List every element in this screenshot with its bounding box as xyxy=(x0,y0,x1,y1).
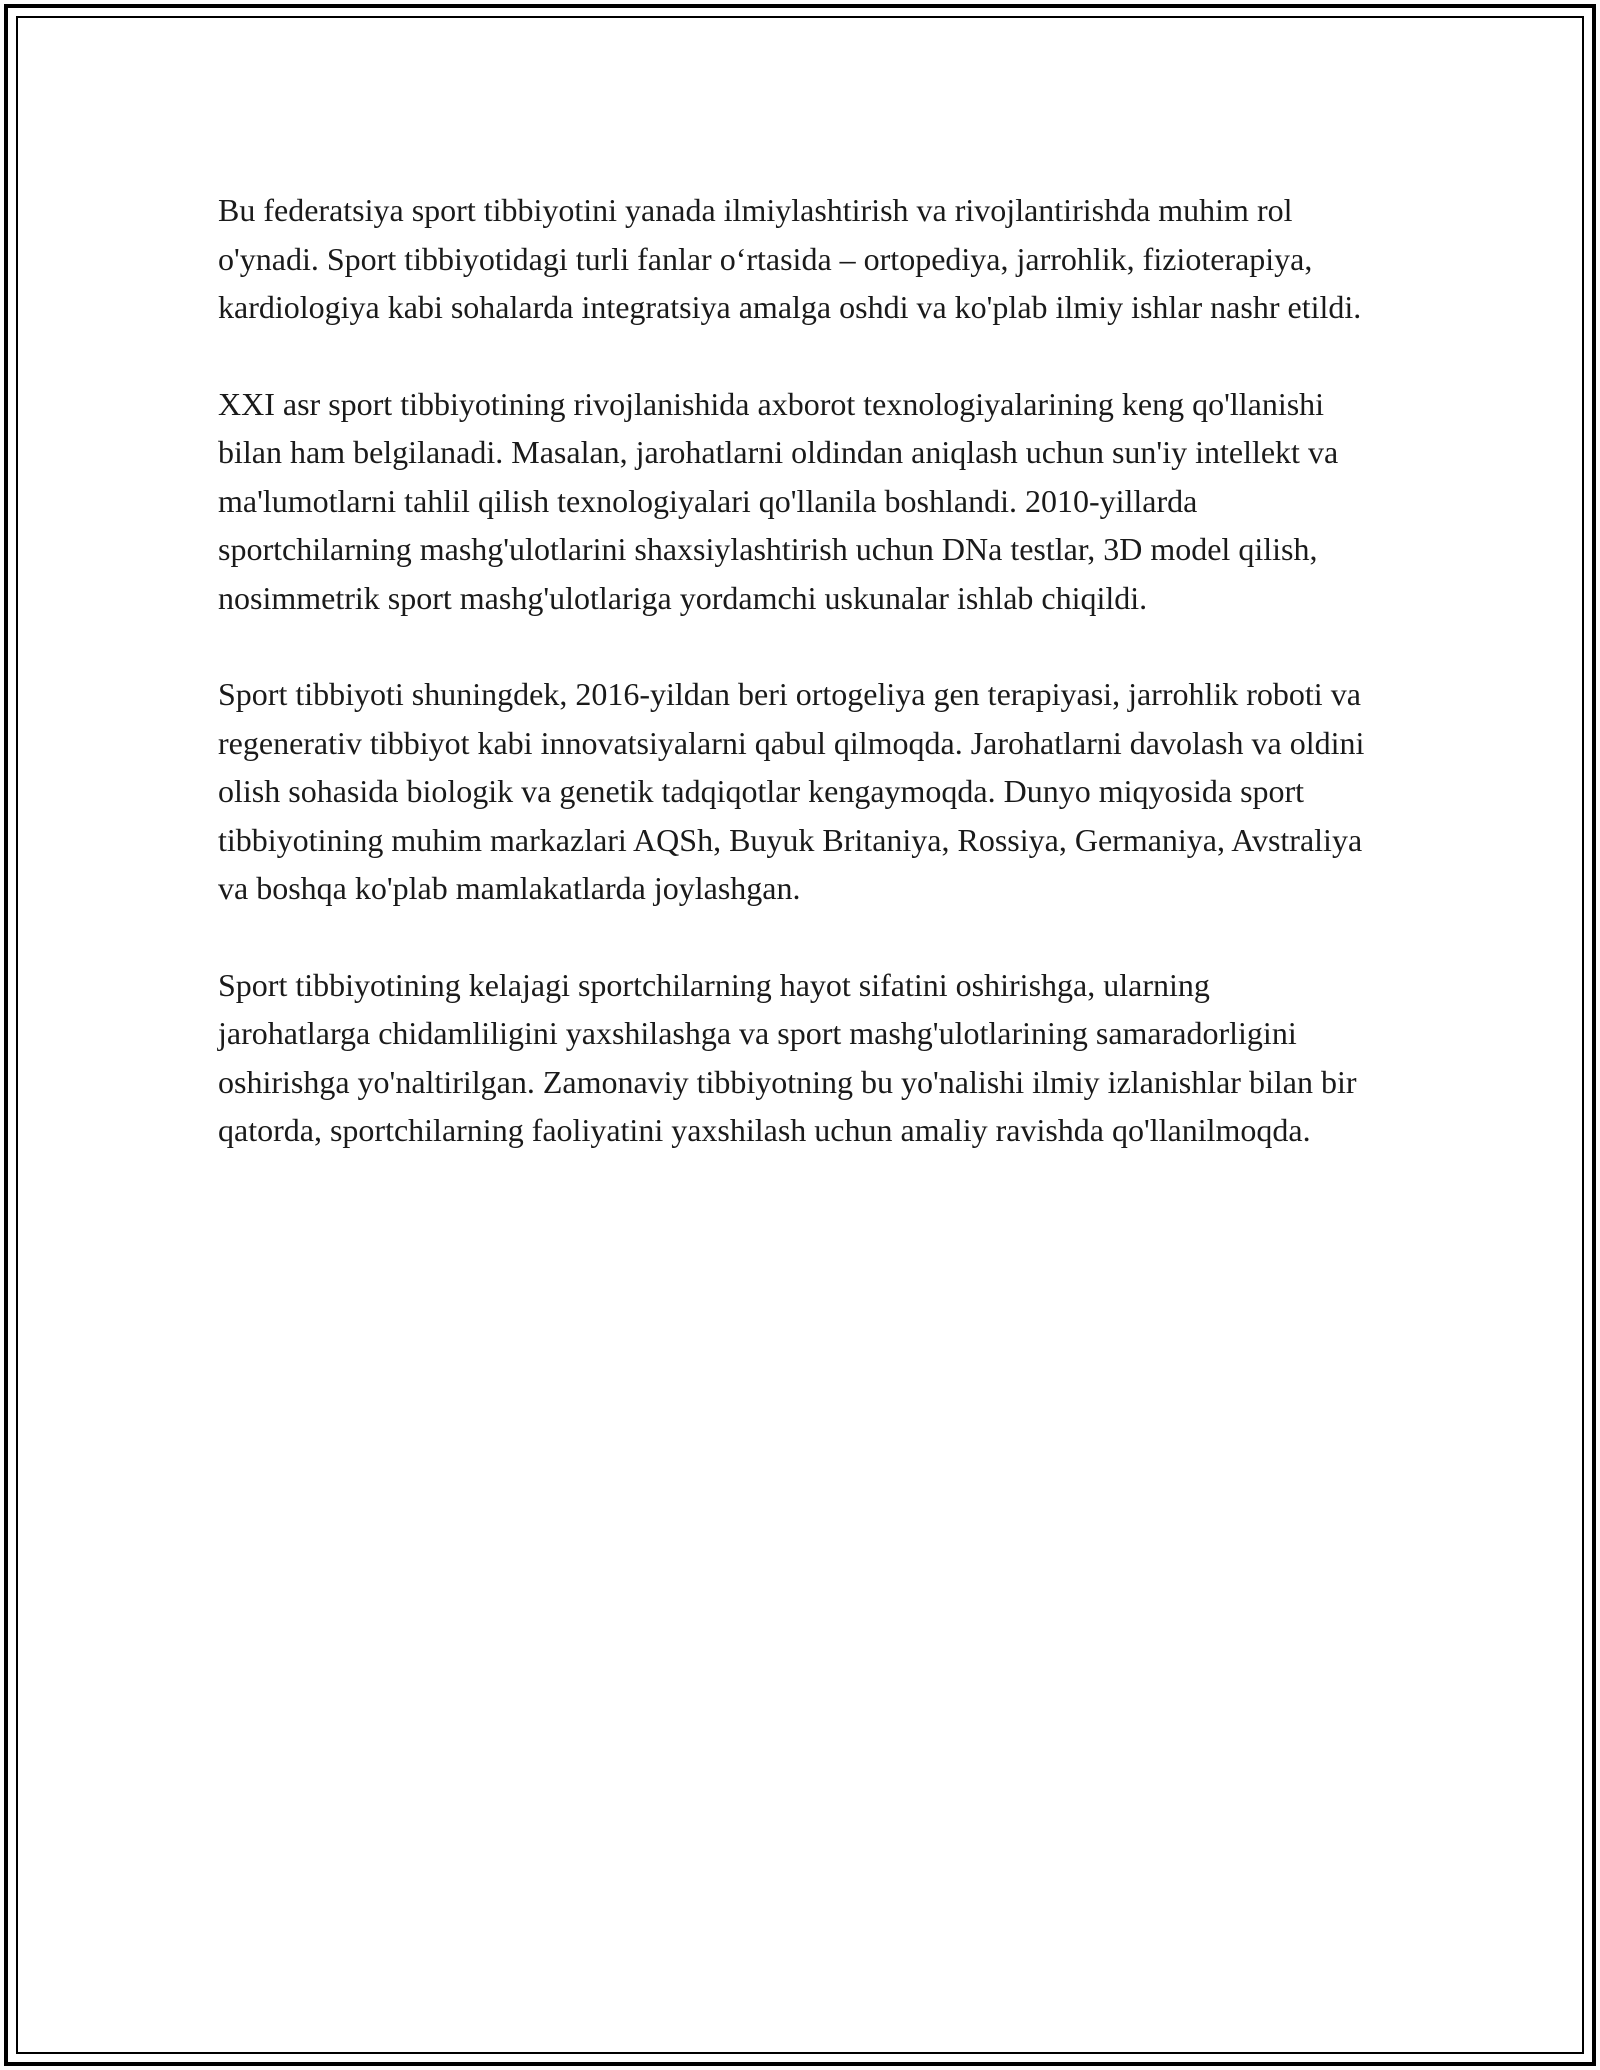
document-body xyxy=(218,186,1368,1203)
paragraph-2: XXI asr sport tibbiyotining rivojlanishida axborot texnologiyalarining keng qo'llanishi bilan ham belgilanadi. Masalan, jarohatlarni oldindan aniqlash uchun sun'iy intellekt va ma'lumotlarni tahlil qilish texnologiyalari qo'llanila boshlandi. 2010-yillarda sportchilarning mashg'ulotlarini shaxsiylashtirish uchun DNa testlar, 3D model qilish, nosimmetrik sport mashg'ulotlariga yordamchi uskunalar ishlab chiqildi. xyxy=(218,385,1339,616)
paragraph-1: Bu federatsiya sport tibbiyotini yanada ilmiylashtirish va rivojlantirishda muhim rol o'ynadi. Sport tibbiyotidagi turli fanlar o‘rtasida – ortopediya, jarrohlik, fizioterapiya, kardiologiya kabi sohalarda integratsiya amalga oshdi va ko'plab ilmiy ishlar nashr etildi. xyxy=(218,192,1362,325)
paragraph-3: Sport tibbiyoti shuningdek, 2016-yildan beri ortogeliya gen terapiyasi, jarrohlik roboti va regenerativ tibbiyot kabi innovatsiyalarni qabul qilmoqda. Jarohatlarni davolash va oldini olish sohasida biologik va genetik tadqiqotlar kengaymoqda. Dunyo miqyosida sport tibbiyotining muhim markazlari AQSh, Buyuk Britaniya, Rossiya, Germaniya, Avstraliya va boshqa ko'plab mamlakatlarda joylashgan. xyxy=(218,676,1365,906)
paragraph-4: Sport tibbiyotining kelajagi sportchilarning hayot sifatini oshirishga, ularning jarohatlarga chidamliligini yaxshilashga va sport mashg'ulotlarining samaradorligini oshirishga yo'naltirilgan. Zamonaviy tibbiyotning bu yo'nalishi ilmiy izlanishlar bilan bir qatorda, sportchilarning faoliyatini yaxshilash uchun amaliy ravishda qo'llanilmoqda. xyxy=(218,966,1357,1148)
